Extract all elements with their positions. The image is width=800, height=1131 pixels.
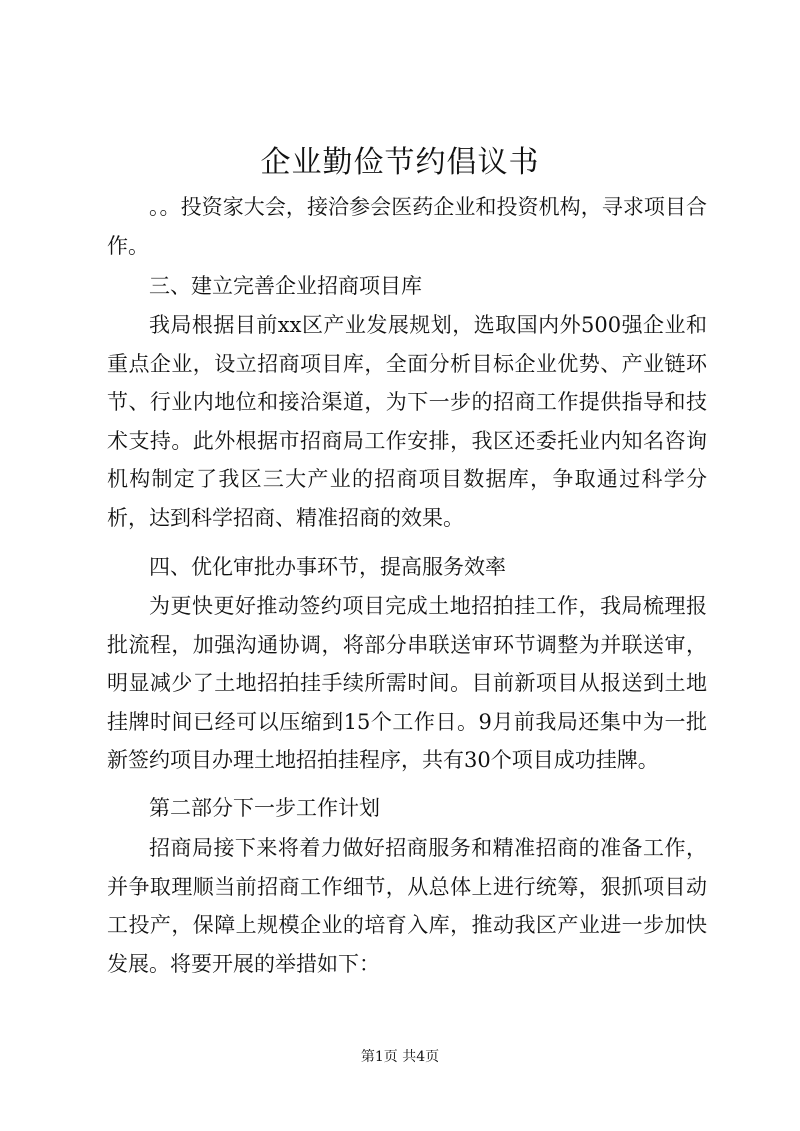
paragraph-project-library: 我局根据目前xx区产业发展规划，选取国内外500强企业和重点企业，设立招商项目库，全面分析目标企业优势、产业链环节、行业内地位和接洽渠道，为下一步的招商工作提供指导和技术支持。此外根据市招商局工作安排，我区还委托业内知名咨询机构制定了我区三大产业的招商项目数据库，争取通过科学分析，达到科学招商、精准招商的效果。: [107, 313, 707, 530]
paragraph-approval-efficiency: 为更快更好推动签约项目完成土地招拍挂工作，我局梳理报批流程，加强沟通协调，将部分串联送审环节调整为并联送审，明显减少了土地招拍挂手续所需时间。目前新项目从报送到土地挂牌时间已经可以压缩到15个工作日。9月前我局还集中为一批新签约项目办理土地招拍挂程序，共有30个项目成功挂牌。: [107, 594, 707, 772]
section-heading-approval-efficiency: 四、优化审批办事环节，提高服务效率: [149, 555, 506, 579]
paragraph-investor-conference: 。。投资家大会，接洽参会医药企业和投资机构，寻求项目合作。: [107, 195, 707, 258]
document-title: 企业勤俭节约倡议书: [260, 145, 540, 180]
section-heading-next-plan: 第二部分下一步工作计划: [149, 796, 380, 820]
page-number-footer: 第1页 共4页: [360, 1049, 440, 1065]
paragraph-next-plan: 招商局接下来将着力做好招商服务和精准招商的准备工作，并争取理顺当前招商工作细节，从总体上进行统筹，狠抓项目动工投产，保障上规模企业的培育入库，推动我区产业进一步加快发展。将要开展的举措如下：: [107, 836, 707, 976]
section-heading-project-library: 三、建立完善企业招商项目库: [149, 274, 422, 298]
